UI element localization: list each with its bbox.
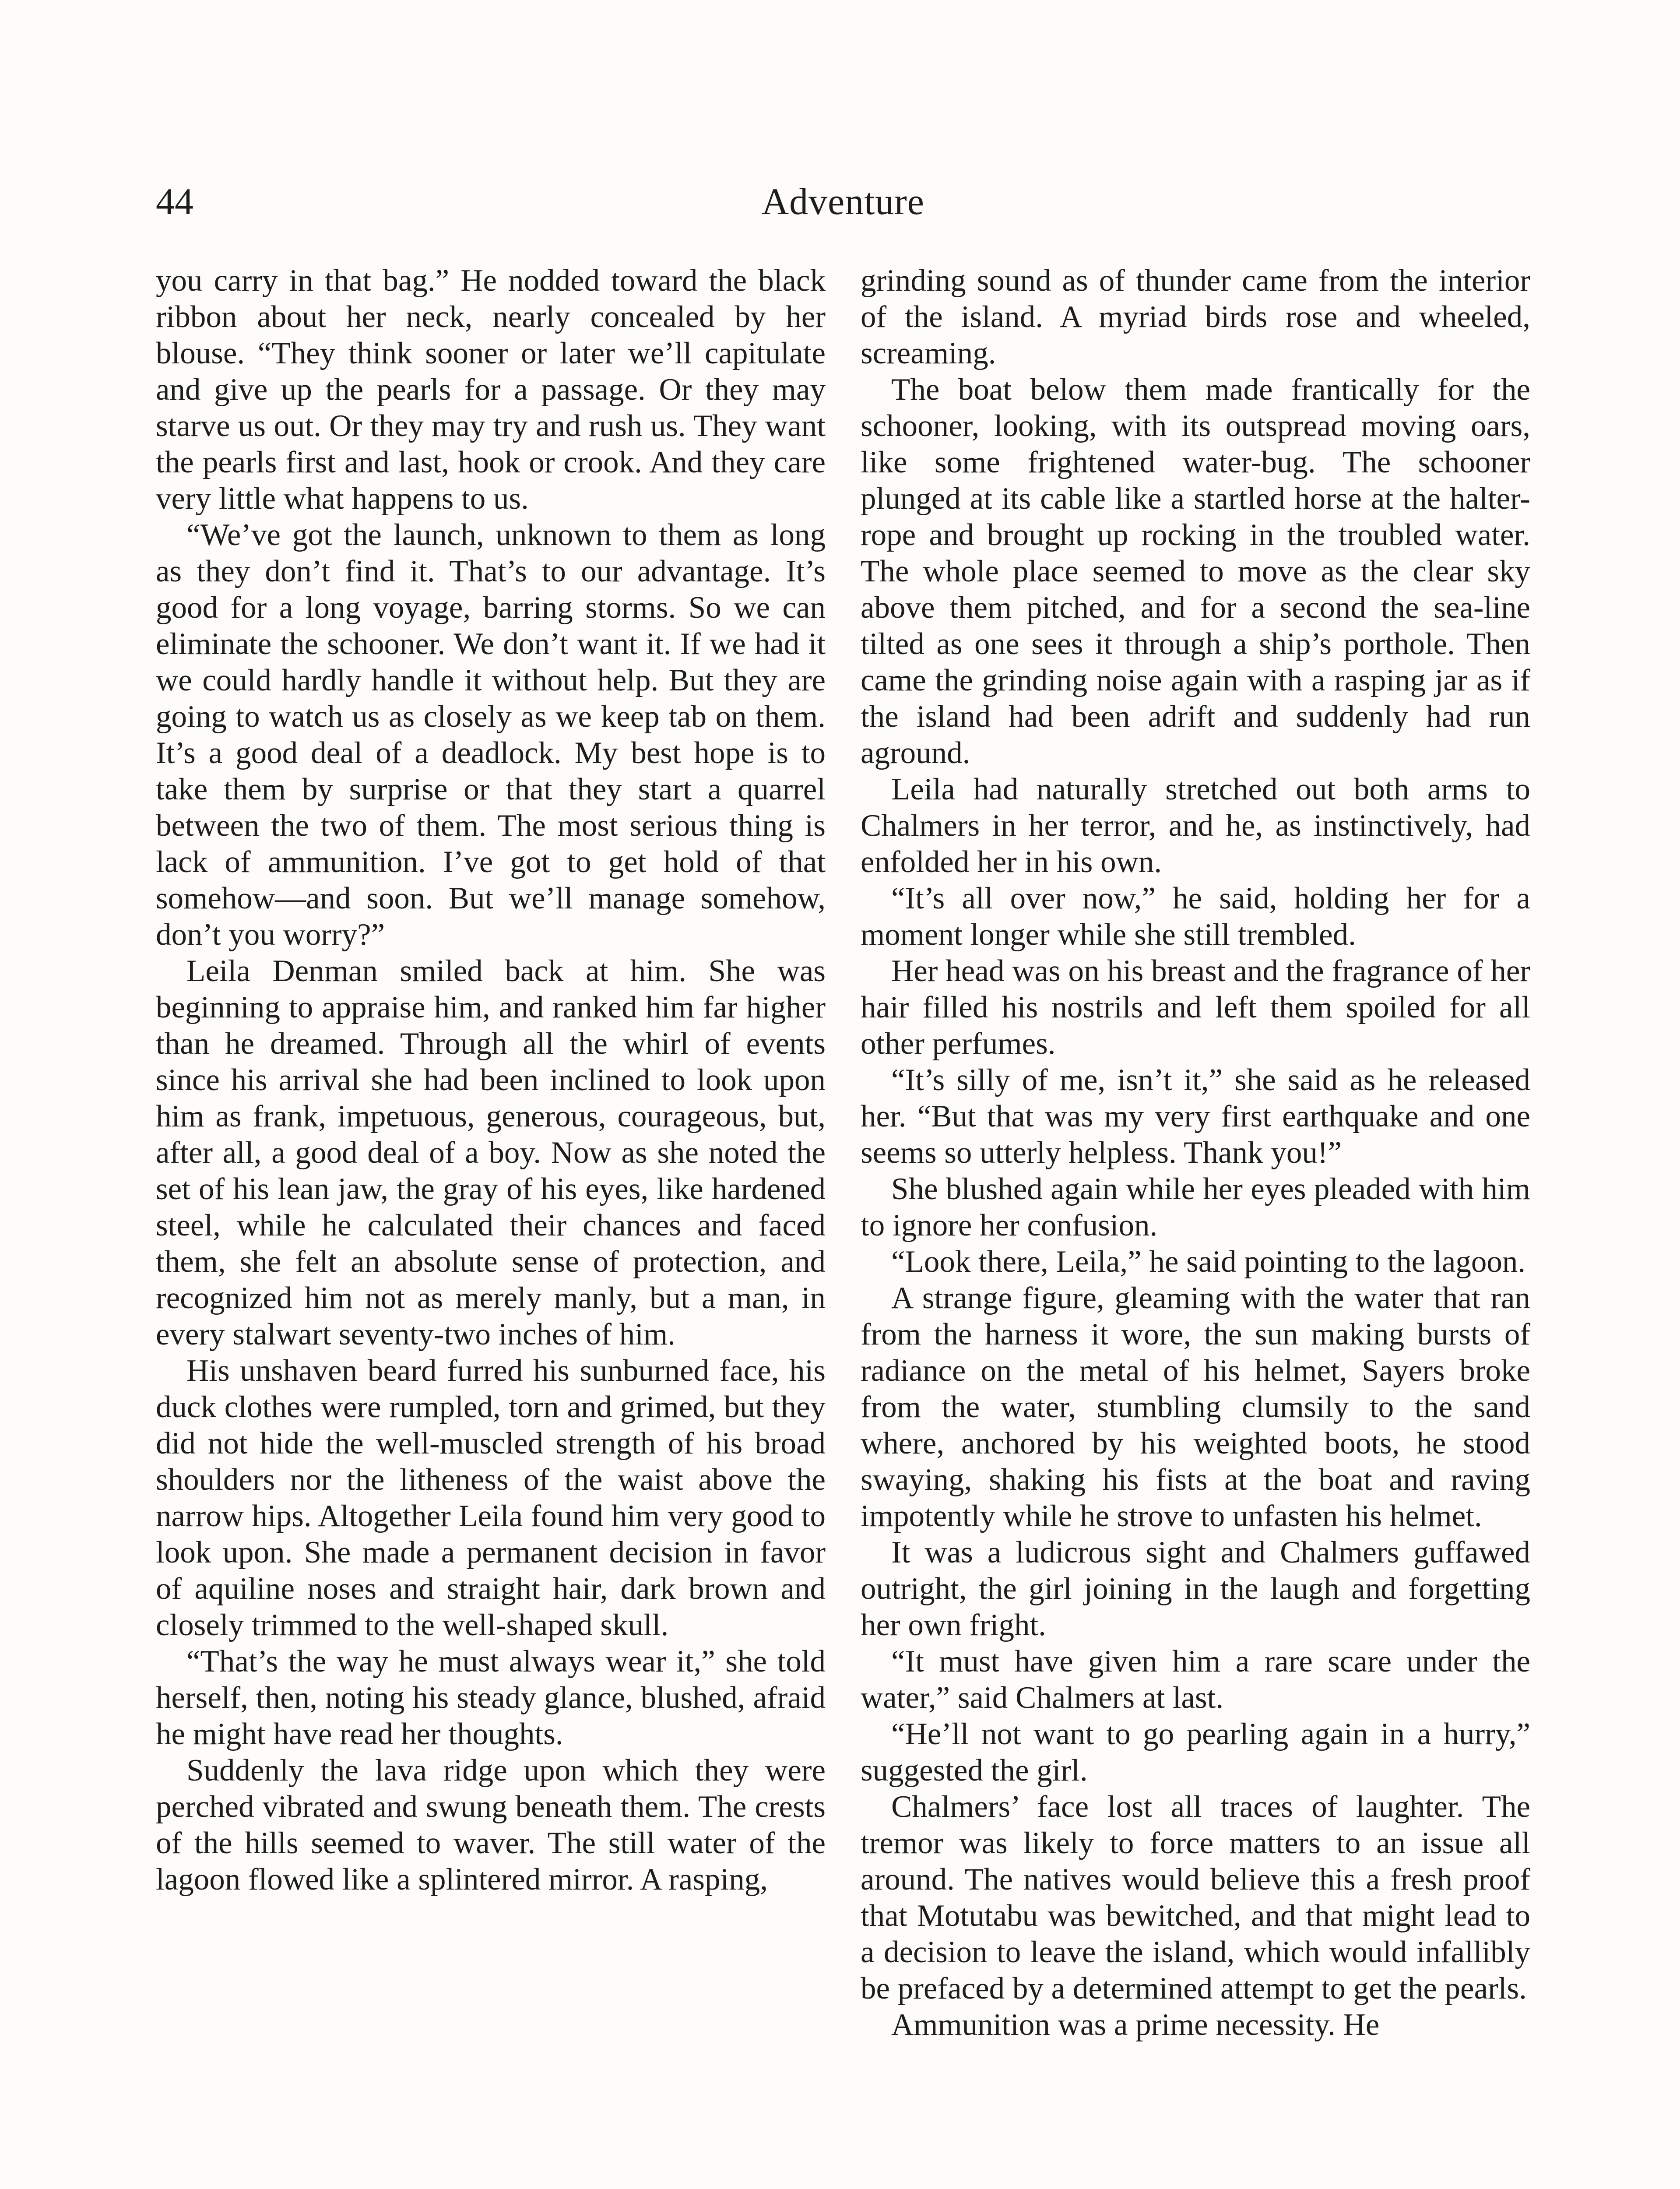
paragraph: Chalmers’ face lost all traces of laughter. The tremor was likely to force matters to an issue all around. The natives would believe this a fresh proof that Motutabu was bewitched, and that might lead to a decision to leave the island, which would infallibly be prefaced by a determined attempt to get the pearls. [861,1790,1530,2006]
paragraph: Ammunition was a prime necessity. He [891,2008,1380,2042]
paragraph: “It must have given him a rare scare under the water,” said Chalmers at last. [861,1644,1530,1715]
paragraph: you carry in that bag.” He nodded toward the black ribbon about her neck, nearly concealed by her blouse. “They think sooner or later we’ll capitulate and give up the pearls for a passage. Or they may starve us out. Or they may try and rush us. They want the pearls first and last, hook or crook. And they care very little what happens to us. [156,264,826,516]
paragraph: She blushed again while her eyes pleaded with him to ignore her confusion. [861,1172,1530,1242]
paragraph: “That’s the way he must always wear it,” she told herself, then, noting his steady glance, blushed, afraid he might have read her thoughts. [156,1644,826,1751]
page-number: 44 [156,180,193,222]
paragraph: grinding sound as of thunder came from the interior of the island. A myriad birds rose and wheeled, screaming. [861,264,1530,370]
paragraph: It was a ludicrous sight and Chalmers guffawed outright, the girl joining in the laugh and forgetting her own fright. [861,1535,1530,1642]
paragraph: The boat below them made frantically for the schooner, looking, with its outspread moving oars, like some frightened water-bug. The schooner plunged at its cable like a startled horse at the halter-rope and brought up rocking in the troubled water. The whole place seemed to move as the clear sky above them pitched, and for a second the sea-line tilted as one sees it through a ship’s porthole. Then came the grinding noise again with a rasping jar as if the island had been adrift and suddenly had run aground. [861,373,1530,770]
paragraph: “It’s silly of me, isn’t it,” she said as he released her. “But that was my very first earthquake and one seems so utterly helpless. Thank you!” [861,1063,1530,1170]
paragraph: Her head was on his breast and the fragrance of her hair filled his nostrils and left them spoiled for all other perfumes. [861,954,1530,1061]
paragraph: “It’s all over now,” he said, holding her for a moment longer while she still trembled. [861,881,1530,952]
left-column [156,263,826,1898]
right-column [861,263,1530,2043]
paragraph: Leila had naturally stretched out both arms to Chalmers in her terror, and he, as instinctively, had enfolded her in his own. [861,772,1530,879]
paragraph: Suddenly the lava ridge upon which they were perched vibrated and swung beneath them. The crests of the hills seemed to waver. The still water of the lagoon flowed like a splintered mirror. A rasping, [156,1753,826,1897]
paragraph: “He’ll not want to go pearling again in a hurry,” suggested the girl. [861,1717,1530,1788]
paragraph: Leila Denman smiled back at him. She was beginning to appraise him, and ranked him far higher than he dreamed. Through all the whirl of events since his arrival she had been inclined to look upon him as frank, impetuous, generous, courageous, but, after all, a good deal of a boy. Now as she noted the set of his lean jaw, the gray of his eyes, like hardened steel, while he calculated their chances and faced them, she felt an absolute sense of protection, and recognized him not as merely manly, but a man, in every stalwart seventy-two inches of him. [156,954,826,1351]
page-header [156,175,1530,236]
magazine-title: Adventure [762,180,924,222]
paragraph: “We’ve got the launch, unknown to them as long as they don’t find it. That’s to our advantage. It’s good for a long voyage, barring storms. So we can eliminate the schooner. We don’t want it. If we had it we could hardly handle it without help. But they are going to watch us as closely as we keep tab on them. It’s a good deal of a deadlock. My best hope is to take them by surprise or that they start a quarrel between the two of them. The most serious thing is lack of ammunition. I’ve got to get hold of that somehow—and soon. But we’ll manage somehow, don’t you worry?” [156,518,826,952]
paragraph: His unshaven beard furred his sunburned face, his duck clothes were rumpled, torn and grimed, but they did not hide the well-muscled strength of his broad shoulders nor the litheness of the waist above the narrow hips. Altogether Leila found him very good to look upon. She made a permanent decision in favor of aquiline noses and straight hair, dark brown and closely trimmed to the well-shaped skull. [156,1354,826,1642]
paragraph: “Look there, Leila,” he said pointing to the lagoon. [891,1245,1526,1279]
paragraph: A strange figure, gleaming with the water that ran from the harness it wore, the sun making bursts of radiance on the metal of his helmet, Sayers broke from the water, stumbling clumsily to the sand where, anchored by his weighted boots, he stood swaying, shaking his fists at the boat and raving impotently while he strove to unfasten his helmet. [861,1281,1530,1533]
